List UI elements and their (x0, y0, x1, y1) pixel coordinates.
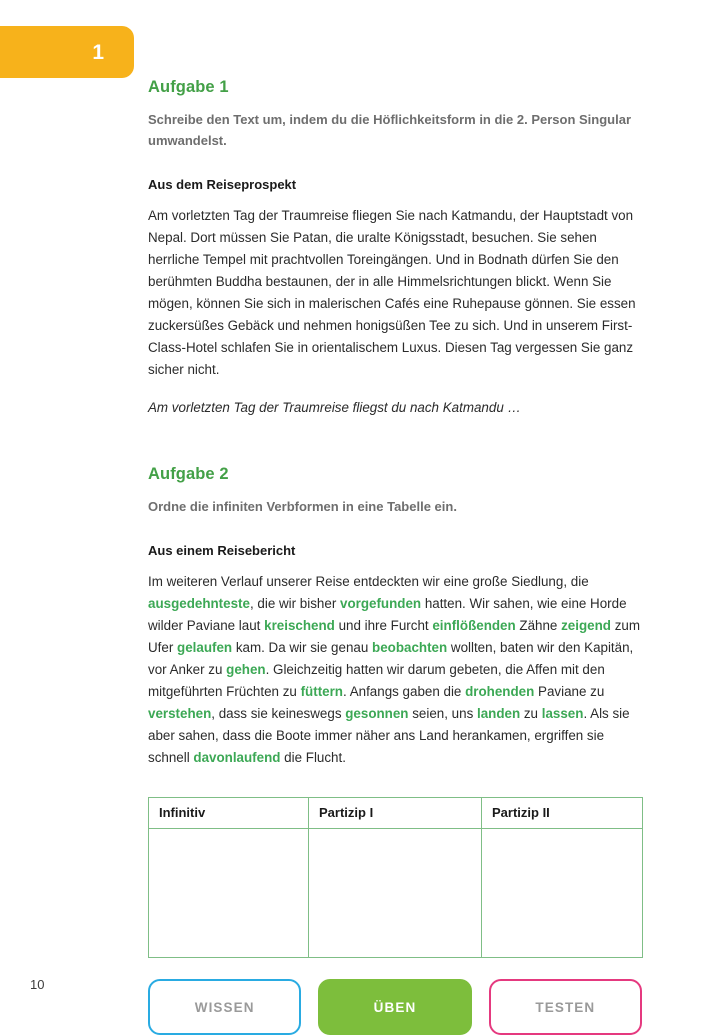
task-spacer (148, 419, 642, 465)
highlighted-verb-form: verstehen (148, 706, 212, 722)
content-column (148, 78, 642, 958)
source-title-2: Aus einem Reisebericht (148, 543, 296, 559)
task-instruction-1: Schreibe den Text um, indem du die Höflichkeitsform in die 2. Person Singular umwandelst. (148, 112, 632, 148)
task-block-1 (148, 78, 642, 419)
highlighted-verb-form: landen (476, 706, 521, 722)
chapter-badge (0, 26, 134, 78)
task-body-1: Am vorletzten Tag der Traumreise fliegen Sie nach Katmandu, der Hauptstadt von Nepal. Dort müssen Sie Patan, die uralte Königsstadt, besuchen. Sie sehen herrliche Tempel mit prachtvollen Toreingängen. Und in Bodnath dürfen Sie den berühmten Buddha bestaunen, der in alle Himmelsrichtungen blickt. Wenn Sie mögen, können Sie sich in malerischen Cafés eine Ruhepause gönnen. Sie essen zuckersüßes Gebäck und nehmen honigsüßen Tee zu sich. Und in unserem First-Class-Hotel schlafen Sie in orientalischem Luxus. Diesen Tag vergessen Sie ganz sicher nicht. (148, 208, 636, 377)
task-heading-1: Aufgabe 1 (148, 78, 229, 96)
task-instruction-2: Ordne die infiniten Verbformen in eine Tabelle ein. (148, 498, 457, 514)
highlighted-verb-form: lassen (541, 706, 584, 722)
task-heading-2: Aufgabe 2 (148, 464, 229, 483)
tab-testen[interactable] (489, 979, 642, 1035)
highlighted-verb-form: füttern (300, 684, 343, 700)
highlighted-verb-form: gehen (226, 662, 266, 678)
table-header-partizip-1: Partizip I (309, 798, 482, 829)
highlighted-verb-form: davonlaufend (193, 750, 281, 766)
tab-ueben-label: ÜBEN (373, 999, 417, 1015)
highlighted-verb-form: gelaufen (177, 640, 233, 656)
section-tabs (148, 979, 642, 1035)
tab-wissen-label: WISSEN (194, 999, 255, 1015)
answer-cell-infinitiv[interactable] (149, 829, 309, 958)
highlighted-verb-form: beobachten (372, 640, 448, 656)
answer-cell-partizip-1[interactable] (309, 829, 482, 958)
task-block-2 (148, 465, 642, 769)
page-number: 10 (30, 977, 45, 992)
chapter-number: 1 (92, 40, 104, 64)
answer-cell-partizip-2[interactable] (482, 829, 643, 958)
tab-ueben[interactable] (318, 979, 471, 1035)
highlighted-verb-form: vorgefunden (340, 596, 422, 612)
table-header-infinitiv: Infinitiv (149, 798, 309, 829)
highlighted-verb-form: gesonnen (345, 706, 409, 722)
source-title-1: Aus dem Reiseprospekt (148, 177, 297, 193)
highlighted-verb-form: drohenden (465, 684, 535, 700)
highlighted-verb-form: kreischend (264, 618, 335, 634)
table-header-row (149, 798, 643, 829)
tab-wissen[interactable] (148, 979, 301, 1035)
verb-forms-table (148, 797, 643, 958)
tab-testen-label: TESTEN (535, 999, 596, 1015)
table-row (149, 829, 643, 958)
highlighted-verb-form: einflößenden (432, 618, 516, 634)
sample-answer-1: Am vorletzten Tag der Traumreise fliegst du nach Katmandu … (148, 399, 521, 415)
task-body-2: Im weiteren Verlauf unserer Reise entdeckten wir eine große Siedlung, die ausgedehnteste, die wir bisher vorgefunden hatten. Wir sahen, wie eine Horde wilder Paviane laut kreischend und ihre Furcht einflößenden Zähne zeigend zum Ufer gelaufen kam. Da wir sie genau beobachten wollten, baten wir den Kapitän, vor Anker zu gehen. Gleichzeitig hatten wir darum gebeten, die Affen mit den mitgeführten Früchten zu füttern. Anfangs gaben die drohenden Paviane zu verstehen, dass sie keineswegs gesonnen seien, uns landen zu lassen. Als sie aber sahen, dass die Boote immer näher ans Land herankamen, ergriffen sie schnell davonlaufend die Flucht. (148, 574, 640, 766)
highlighted-verb-form: ausgedehnteste (148, 596, 250, 612)
table-header-partizip-2: Partizip II (482, 798, 643, 829)
highlighted-verb-form: zeigend (561, 618, 611, 634)
